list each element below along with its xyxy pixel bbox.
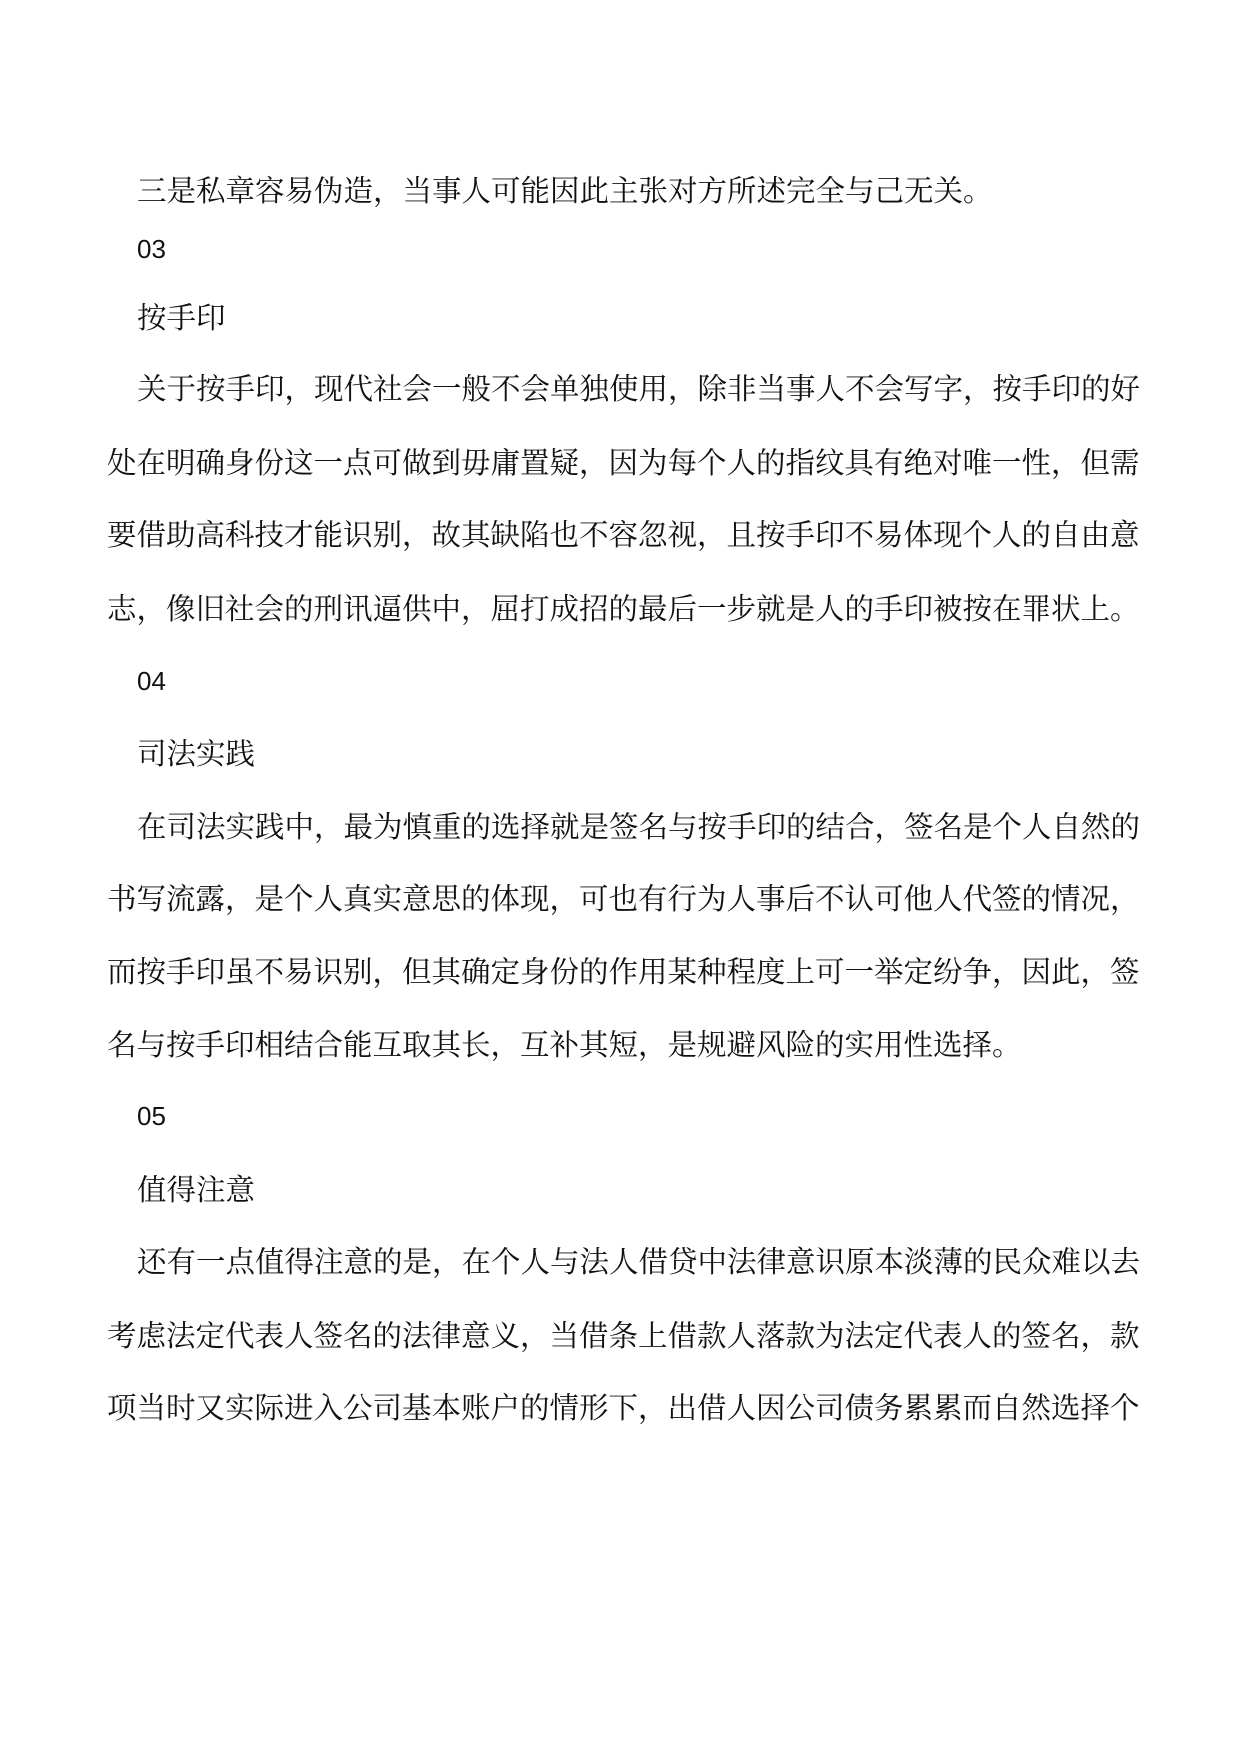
paragraph-line: 书写流露，是个人真实意思的体现，可也有行为人事后不认可他人代签的情况， [107, 882, 1140, 916]
paragraph-line: 还有一点值得注意的是，在个人与法人借贷中法律意识原本淡薄的民众难以去 [137, 1245, 1141, 1279]
section-number: 04 [137, 666, 166, 696]
section-heading: 司法实践 [137, 737, 256, 771]
paragraph-line: 名与按手印相结合能互取其长，互补其短，是规避风险的实用性选择。 [107, 1028, 1022, 1062]
paragraph-line: 而按手印虽不易识别，但其确定身份的作用某种程度上可一举定纷争，因此，签 [107, 955, 1140, 989]
paragraph-line: 在司法实践中，最为慎重的选择就是签名与按手印的结合，签名是个人自然的 [137, 810, 1141, 844]
paragraph-line: 三是私章容易伪造，当事人可能因此主张对方所述完全与己无关。 [137, 174, 993, 208]
paragraph-line: 志，像旧社会的刑讯逼供中，屈打成招的最后一步就是人的手印被按在罪状上。 [107, 592, 1140, 626]
section-heading: 按手印 [137, 301, 226, 335]
section-number: 05 [137, 1101, 166, 1131]
paragraph-line: 处在明确身份这一点可做到毋庸置疑，因为每个人的指纹具有绝对唯一性，但需 [107, 446, 1140, 480]
paragraph-line: 考虑法定代表人签名的法律意义，当借条上借款人落款为法定代表人的签名，款 [107, 1319, 1140, 1353]
paragraph-line: 要借助高科技才能识别，故其缺陷也不容忽视，且按手印不易体现个人的自由意 [107, 518, 1140, 552]
section-number: 03 [137, 234, 166, 264]
paragraph-line: 项当时又实际进入公司基本账户的情形下，出借人因公司债务累累而自然选择个 [107, 1391, 1140, 1425]
section-heading: 值得注意 [137, 1173, 256, 1207]
paragraph-line: 关于按手印，现代社会一般不会单独使用，除非当事人不会写字，按手印的好 [137, 372, 1141, 406]
